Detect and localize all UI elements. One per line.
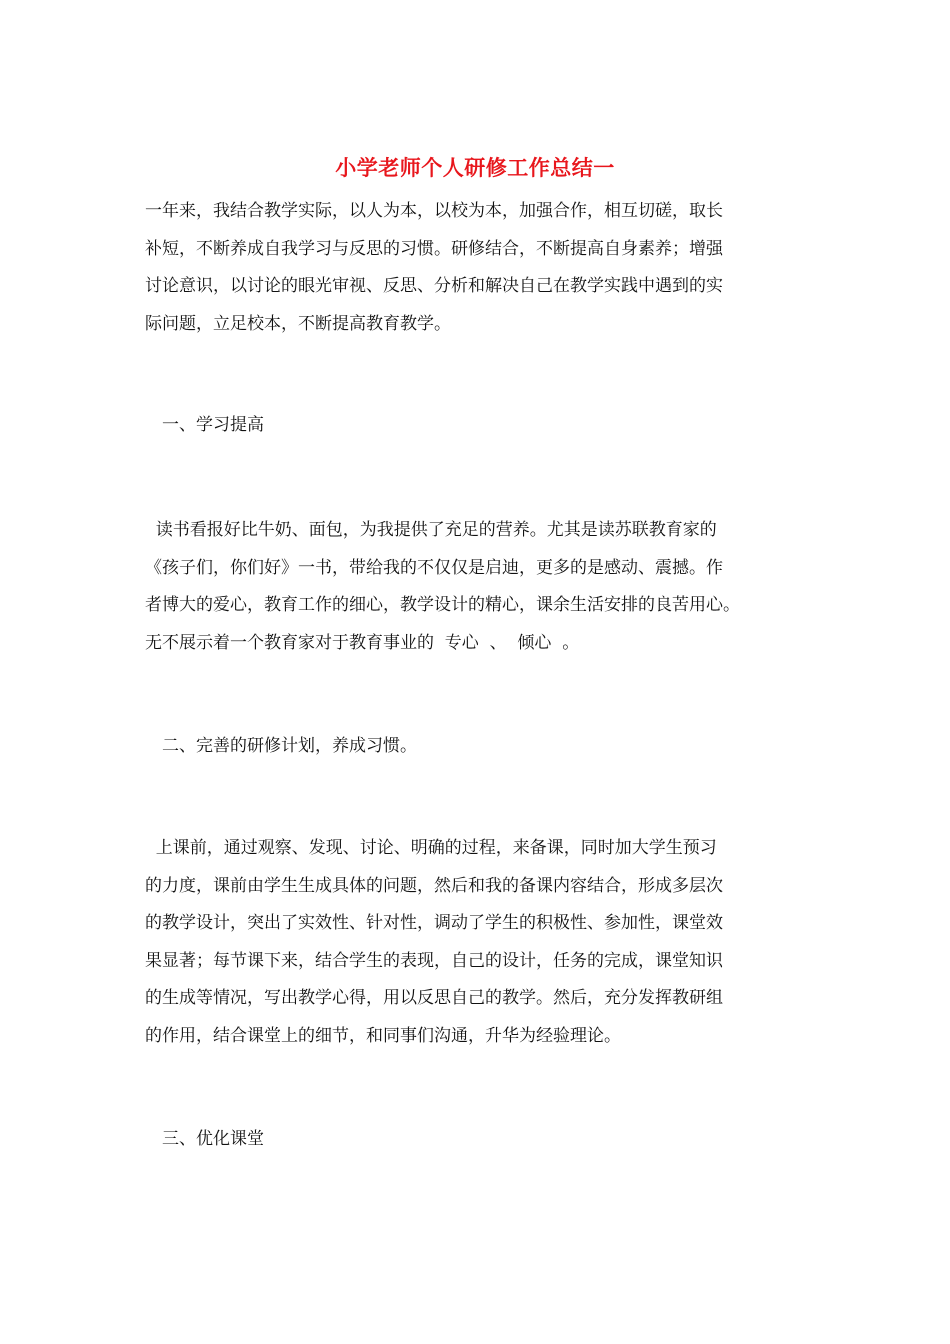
intro-line: 际问题，立足校本，不断提高教育教学。 xyxy=(145,313,451,334)
intro-line: 补短，不断养成自我学习与反思的习惯。研修结合，不断提高自身素养；增强 xyxy=(145,238,723,259)
paragraph-line: 的教学设计，突出了实效性、针对性，调动了学生的积极性、参加性，课堂效 xyxy=(145,913,723,933)
section-heading-2: 二、完善的研修计划，养成习惯。 xyxy=(162,736,417,756)
section-heading-1: 一、学习提高 xyxy=(162,415,264,435)
paragraph-line: 的生成等情况，写出教学心得，用以反思自己的教学。然后，充分发挥教研组 xyxy=(145,988,723,1008)
paragraph-line: 无不展示着一个教育家对于教育事业的 专心 、 倾心 。 xyxy=(145,632,580,653)
paragraph-line: 者博大的爱心，教育工作的细心，教学设计的精心，课余生活安排的良苦用心。 xyxy=(145,595,740,615)
document-title: 小学老师个人研修工作总结一 xyxy=(335,155,615,180)
intro-line: 讨论意识，以讨论的眼光审视、反思、分析和解决自己在教学实践中遇到的实 xyxy=(145,276,723,296)
paragraph-line: 的作用，结合课堂上的细节，和同事们沟通，升华为经验理论。 xyxy=(145,1025,621,1046)
section-1-paragraph xyxy=(145,512,810,662)
section-2-paragraph xyxy=(145,830,810,1055)
paragraph-line: 的力度，课前由学生生成具体的问题，然后和我的备课内容结合，形成多层次 xyxy=(145,875,723,896)
intro-paragraph xyxy=(145,193,810,343)
paragraph-line: 《孩子们，你们好》一书，带给我的不仅仅是启迪，更多的是感动、震撼。作 xyxy=(145,557,723,578)
paragraph-line: 果显著；每节课下来，结合学生的表现，自己的设计，任务的完成，课堂知识 xyxy=(145,950,723,971)
section-heading-3: 三、优化课堂 xyxy=(162,1129,264,1149)
paragraph-line: 上课前，通过观察、发现、讨论、明确的过程，来备课，同时加大学生预习 xyxy=(145,838,717,858)
intro-line: 一年来，我结合教学实际，以人为本，以校为本，加强合作，相互切磋，取长 xyxy=(145,201,723,221)
paragraph-line: 读书看报好比牛奶、面包，为我提供了充足的营养。尤其是读苏联教育家的 xyxy=(145,520,717,540)
